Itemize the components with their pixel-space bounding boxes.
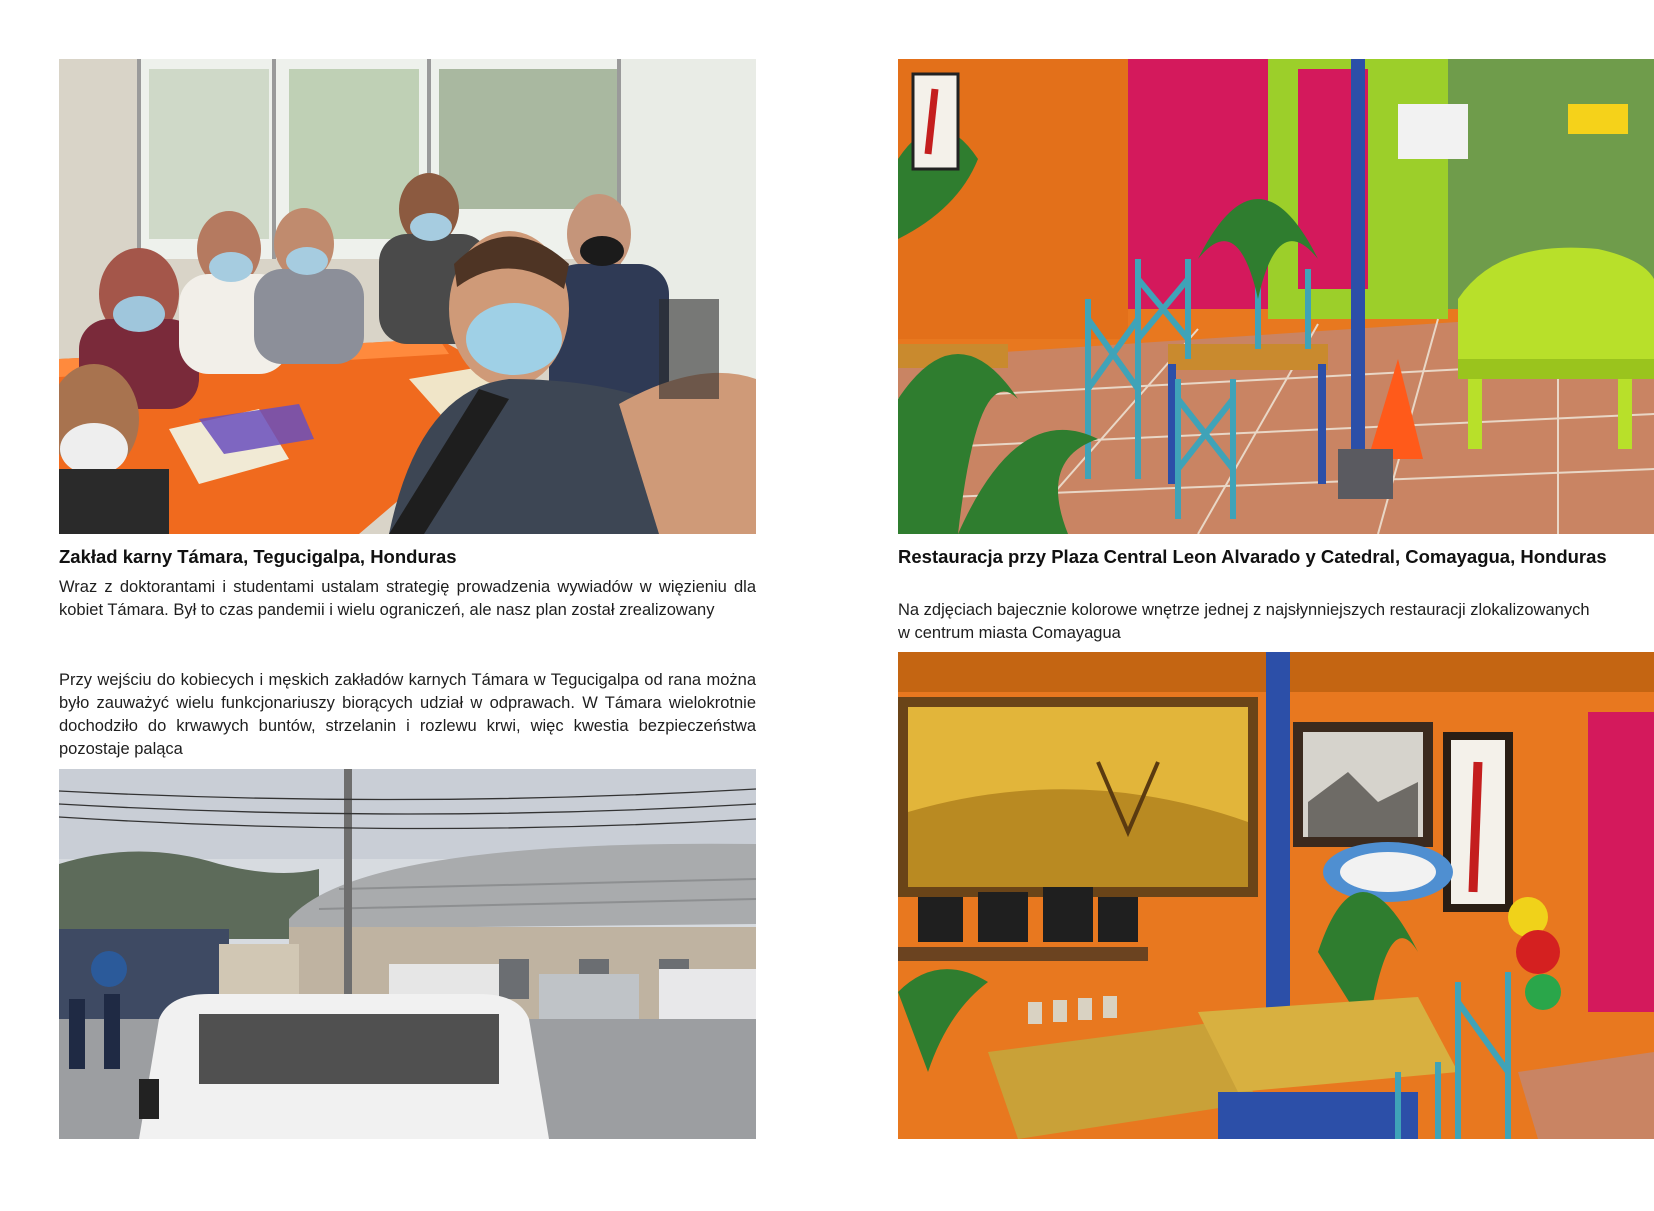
caption-title-prison: Zakład karny Támara, Tegucigalpa, Honduras: [59, 546, 457, 567]
photo-restaurant-courtyard: [898, 59, 1654, 534]
photo-prison-exterior: [59, 769, 756, 1139]
paragraph-restaurant-interior: Na zdjęciach bajecznie kolorowe wnętrze jednej z najsłynniejszych restauracji zlokalizowanych w centrum miasta Comayagua: [898, 601, 1590, 642]
photo-group-selfie: [59, 59, 756, 534]
caption-title-restaurant: Restauracja przy Plaza Central Leon Alvarado y Catedral, Comayagua, Honduras: [898, 546, 1607, 567]
paragraph-prison-interviews: Wraz z doktorantami i studentami ustalam strategię prowadzenia wywiadów w więzieniu dla kobiet Támara. Był to czas pandemii i wielu ograniczeń, ale nasz plan został zrealizowany: [59, 578, 756, 619]
paragraph-prison-security: Przy wejściu do kobiecych i męskich zakładów karnych Támara w Tegucigalpa od rana można było zauważyć wielu funkcjonariuszy biorących udział w odprawach. W Támara wielokrotnie dochodziło do krwawych buntów, strzelanin i rozlewu krwi, więc kwestia bezpieczeństwa pozostaje paląca: [59, 671, 756, 758]
photo-restaurant-interior: [898, 652, 1654, 1139]
